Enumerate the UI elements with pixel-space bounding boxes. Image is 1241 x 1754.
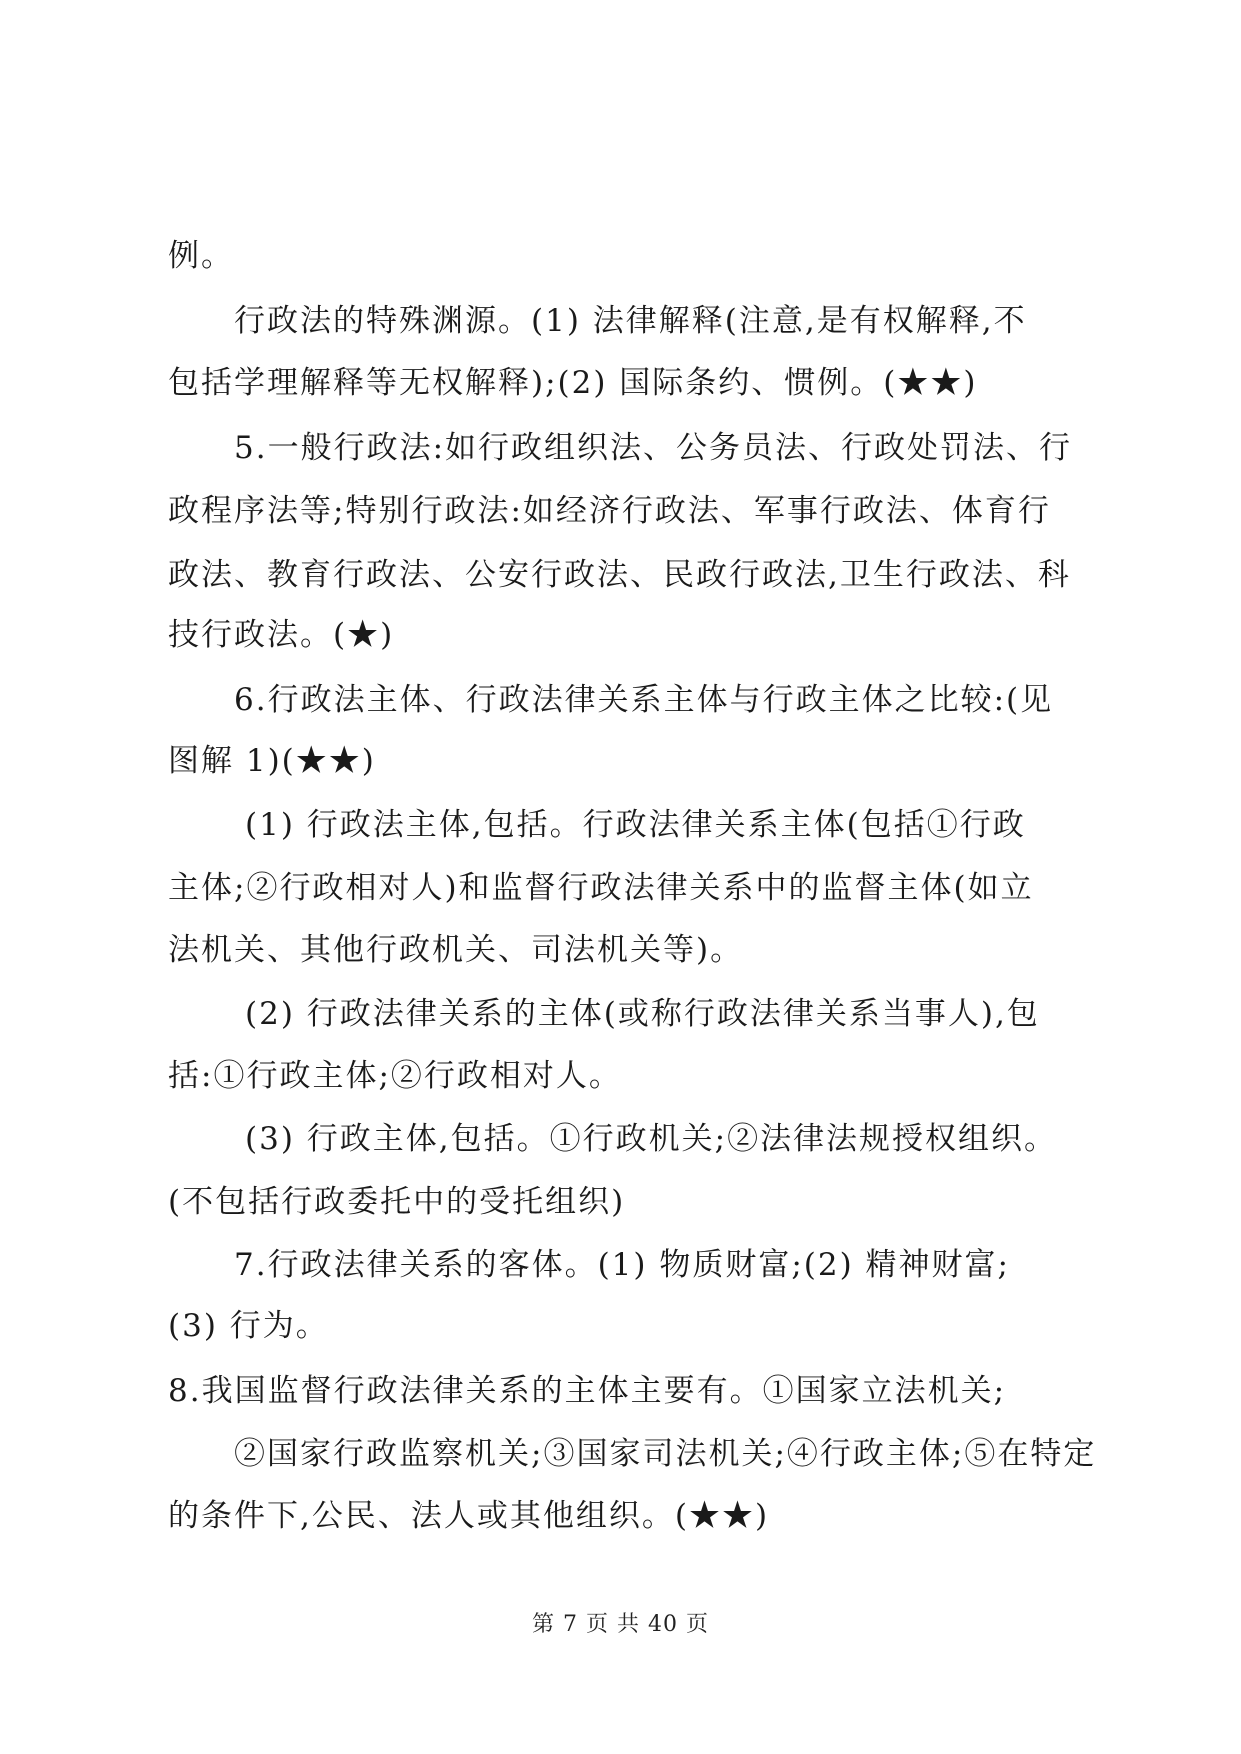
text-line-content: (不包括行政委托中的受托组织) bbox=[168, 1184, 626, 1220]
text-line bbox=[0, 363, 1241, 403]
text-line-content: 政法、教育行政法、公安行政法、民政行政法,卫生行政法、科 bbox=[168, 557, 1071, 593]
text-line bbox=[0, 1496, 1241, 1536]
text-line bbox=[0, 1434, 1241, 1474]
text-line bbox=[0, 805, 1241, 845]
text-line bbox=[0, 615, 1241, 655]
text-line bbox=[0, 1306, 1241, 1346]
text-line bbox=[0, 930, 1241, 970]
page-number-footer: 第 7 页 共 40 页 bbox=[532, 1612, 709, 1637]
text-line bbox=[0, 555, 1241, 595]
text-line-content: 政程序法等;特别行政法:如经济行政法、军事行政法、体育行 bbox=[168, 493, 1051, 529]
text-line-content: 6.行政法主体、行政法律关系主体与行政主体之比较:(见 bbox=[234, 682, 1054, 718]
text-line-content: (3) 行为。 bbox=[168, 1308, 329, 1344]
text-line-content: (3) 行政主体,包括。①行政机关;②法律法规授权组织。 bbox=[245, 1121, 1058, 1157]
text-line-content: 图解 1)(★★) bbox=[168, 743, 376, 779]
text-line bbox=[0, 1245, 1241, 1285]
text-line-content: 法机关、其他行政机关、司法机关等)。 bbox=[168, 932, 744, 968]
text-line bbox=[0, 994, 1241, 1034]
text-line-content: 主体;②行政相对人)和监督行政法律关系中的监督主体(如立 bbox=[168, 870, 1034, 906]
text-line bbox=[0, 236, 1241, 276]
text-line bbox=[0, 741, 1241, 781]
text-line bbox=[0, 1119, 1241, 1159]
text-line-content: 括:①行政主体;②行政相对人。 bbox=[168, 1058, 622, 1094]
text-line-content: 8.我国监督行政法律关系的主体主要有。①国家立法机关; bbox=[168, 1373, 1007, 1409]
text-line-content: 行政法的特殊渊源。(1) 法律解释(注意,是有权解释,不 bbox=[234, 303, 1027, 339]
text-line-content: 技行政法。(★) bbox=[168, 617, 395, 653]
text-line-content: ②国家行政监察机关;③国家司法机关;④行政主体;⑤在特定 bbox=[234, 1436, 1097, 1472]
text-line-content: 的条件下,公民、法人或其他组织。(★★) bbox=[168, 1498, 770, 1534]
text-line-content: 例。 bbox=[168, 238, 234, 274]
text-line bbox=[0, 491, 1241, 531]
text-line-content: 包括学理解释等无权解释);(2) 国际条约、惯例。(★★) bbox=[168, 365, 978, 401]
text-line bbox=[0, 301, 1241, 341]
text-line bbox=[0, 1056, 1241, 1096]
text-line bbox=[0, 428, 1241, 468]
text-line-content: (2) 行政法律关系的主体(或称行政法律关系当事人),包 bbox=[245, 996, 1040, 1032]
text-line bbox=[0, 868, 1241, 908]
text-line-content: 7.行政法律关系的客体。(1) 物质财富;(2) 精神财富; bbox=[234, 1247, 1010, 1283]
text-line-content: 5.一般行政法:如行政组织法、公务员法、行政处罚法、行 bbox=[234, 430, 1073, 466]
text-line bbox=[0, 680, 1241, 720]
text-line-content: (1) 行政法主体,包括。行政法律关系主体(包括①行政 bbox=[245, 807, 1026, 843]
text-line bbox=[0, 1371, 1241, 1411]
text-line bbox=[0, 1182, 1241, 1222]
